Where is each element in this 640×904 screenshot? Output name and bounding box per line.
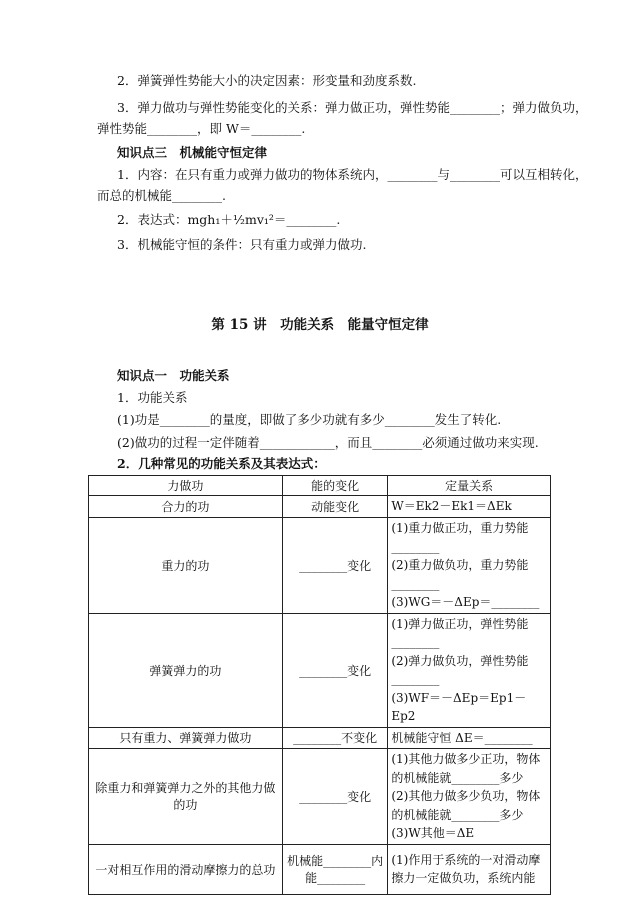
cell-line: (2)其他力做多少负功，物体 <box>391 789 541 803</box>
table-cell: ________变化 <box>282 749 388 845</box>
cell-line: ________ <box>391 539 440 554</box>
table-cell <box>388 749 551 845</box>
text-line: 1．内容：在只有重力或弹力做功的物体系统内，________与________可以互相转化， <box>117 167 588 182</box>
work-energy-table <box>88 475 551 895</box>
table-cell: 只有重力、弹簧弹力做功 <box>89 727 283 749</box>
page-title: 第 15 讲 功能关系 能量守恒定律 <box>211 317 429 333</box>
cell-line: ________ <box>391 576 440 591</box>
table-cell <box>388 613 551 727</box>
table-cell <box>388 844 551 894</box>
cell-line: 擦力一定做负功，系统内能 <box>391 871 536 885</box>
table-cell: 重力的功 <box>89 518 283 614</box>
table-row <box>89 496 551 518</box>
table-cell: 动能变化 <box>282 496 388 518</box>
table-cell: 一对相互作用的滑动摩擦力的总功 <box>89 844 283 894</box>
cell-line: (1)弹力做正功，弹性势能 <box>391 616 529 631</box>
text-line: 1．功能关系 <box>117 390 188 405</box>
table-cell: 除重力和弹簧弹力之外的其他力做的功 <box>89 749 283 845</box>
table-cell <box>388 496 551 518</box>
table-cell: 机械能________内能________ <box>282 844 388 894</box>
section-heading: 知识点一 功能关系 <box>117 368 230 383</box>
cell-line: (1)作用于系统的一对滑动摩 <box>391 852 541 867</box>
section-heading: 知识点三 机械能守恒定律 <box>117 145 268 160</box>
text-line: 2．几种常见的功能关系及其表达式： <box>117 456 326 471</box>
cell-line: 机械能守恒 ΔE＝________ <box>391 730 533 745</box>
cell-line: (1)重力做正功，重力势能 <box>391 521 529 535</box>
column-header: 能的变化 <box>282 476 388 496</box>
table-cell <box>388 518 551 614</box>
cell-line: (2)重力做负功，重力势能 <box>391 558 529 572</box>
table-row <box>89 749 551 845</box>
cell-line: (1)其他力做多少正功，物体 <box>391 752 541 766</box>
text-line: 3．弹力做功与弹性势能变化的关系：弹力做正功，弹性势能________；弹力做负功， <box>117 100 588 115</box>
text-line: 2．弹簧弹性势能大小的决定因素：形变量和劲度系数. <box>117 73 417 88</box>
text-line: (1)功是________的量度，即做了多少功就有多少________发生了转化. <box>117 412 502 427</box>
cell-line: 的机械能就________多少 <box>391 770 524 785</box>
cell-line: (3)WG＝－ΔEp＝________ <box>391 595 540 609</box>
table-cell: ________变化 <box>282 613 388 727</box>
text-line: (2)做功的过程一定伴随着____________，而且________必须通过做功来实现. <box>117 435 539 450</box>
text-line: 3．机械能守恒的条件：只有重力或弹力做功. <box>117 237 367 252</box>
table-cell: ________变化 <box>282 518 388 614</box>
table-row <box>89 613 551 727</box>
table-row <box>89 518 551 614</box>
table-cell: 合力的功 <box>89 496 283 518</box>
cell-line: (3)WF＝－ΔEp＝Ep1－Ep2 <box>391 690 527 723</box>
cell-line: W＝Ek2－Ek1＝ΔEk <box>391 499 512 514</box>
cell-line: 的机械能就________多少 <box>391 807 524 822</box>
column-header: 定量关系 <box>388 476 551 496</box>
column-header: 力做功 <box>89 476 283 496</box>
table-row <box>89 844 551 894</box>
text-line: 2．表达式：mgh₁＋½mv₁²＝________. <box>117 212 341 227</box>
text-line: 而总的机械能________. <box>97 188 226 203</box>
table-cell <box>388 727 551 749</box>
table-row <box>89 727 551 749</box>
cell-line: (2)弹力做负功，弹性势能 <box>391 653 529 668</box>
cell-line: ________ <box>391 635 440 649</box>
table-cell: ________不变化 <box>282 727 388 749</box>
cell-line: ________ <box>391 672 440 686</box>
table-cell: 弹簧弹力的功 <box>89 613 283 727</box>
cell-line: (3)W其他＝ΔE <box>391 826 475 840</box>
text-line: 弹性势能________，即 W＝________. <box>97 121 306 136</box>
table-header-row <box>89 476 551 496</box>
